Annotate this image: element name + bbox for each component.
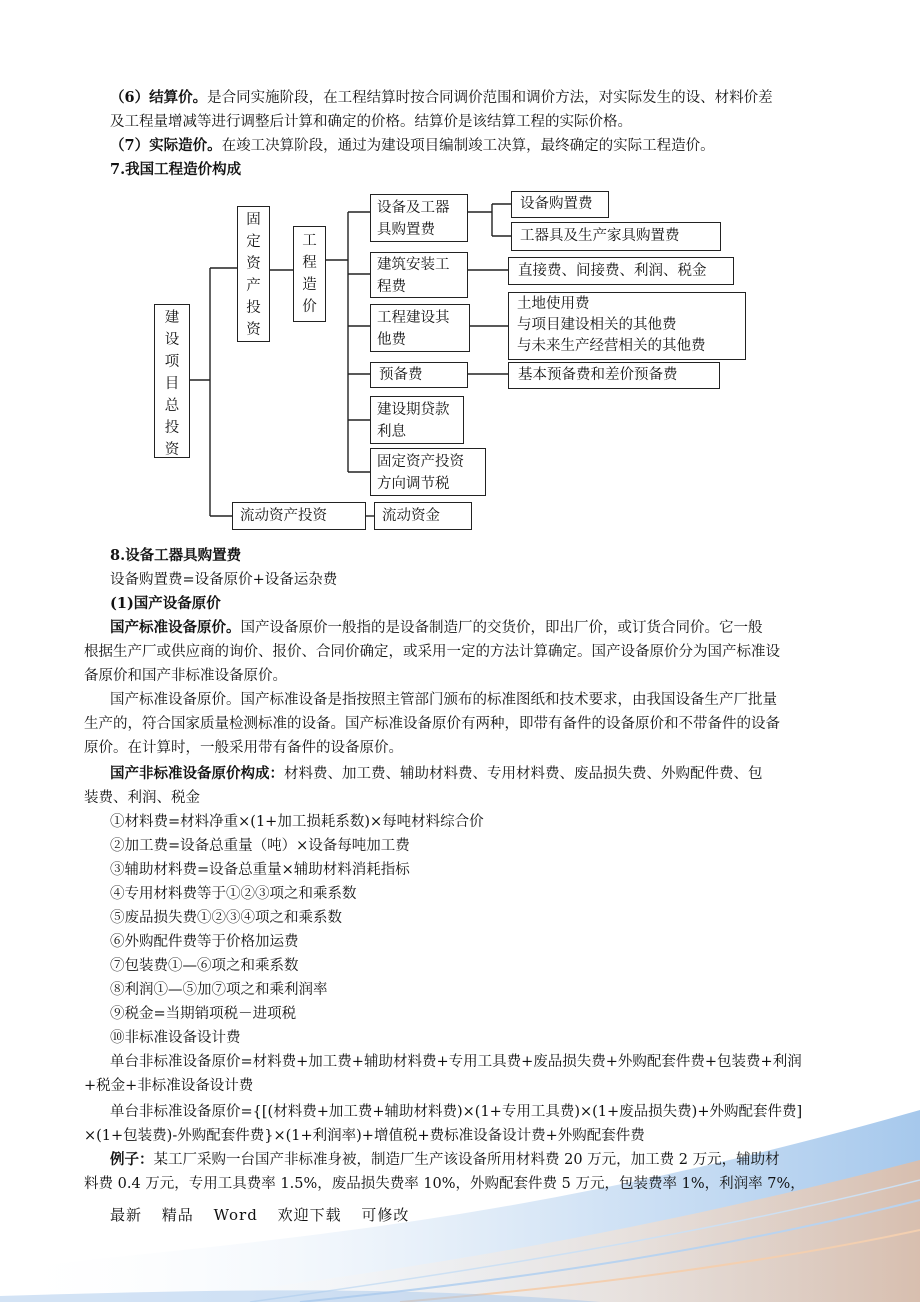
node-reserve-fee-text: 预备费 [379,367,423,383]
node-tools-furniture-fee-text: 工器具及生产家具购置费 [520,228,680,244]
heading-cost-composition: 7.我国工程造价构成 [110,161,242,178]
node-total-investment-char: 项 [164,354,180,370]
example-label: 例子： [110,1151,154,1168]
node-engineering-cost [293,226,326,322]
node-other-fees-line: 他费 [377,332,406,348]
node-total-investment-char: 资 [164,442,180,458]
paragraph-example [110,1148,780,1172]
node-fixed-asset-char: 定 [246,234,261,250]
node-total-investment-char: 总 [164,398,180,414]
standard-equipment-text-c: 原价。在计算时，一般采用带有备件的设备原价。 [84,740,403,756]
page-footer [110,1204,423,1225]
list-item-design-fee: ⑩非标准设备设计费 [110,1030,241,1046]
node-other-fees-detail [508,292,746,360]
equipment-purchase-formula: 设备购置费=设备原价+设备运杂费 [110,572,338,588]
node-total-investment-char: 投 [164,420,180,436]
example-text-b: 料费 0.4 万元，专用工具费率 1.5%，废品损失费率 10%，外购配套件费 5 万元，包装费率 1%，利润率 7%， [84,1176,805,1192]
node-total-investment-char: 设 [164,332,180,348]
formula-single-unit-detailed-a: 单台非标准设备原价={[(材料费+加工费+辅助材料费)×(1+专用工具费)×(1+废品损失费)+外购配套件费] [110,1104,803,1120]
node-installation-detail-text: 直接费、间接费、利润、税金 [518,263,707,279]
actual-cost-label: （7）实际造价。 [110,137,222,154]
node-loan-interest [370,396,464,444]
standard-equipment-text-a: 国产标准设备原价。国产标准设备是指按照主管部门颁布的标准图纸和技术要求，由我国设备生产厂批量 [110,692,777,708]
settlement-price-label: （6）结算价。 [110,89,208,106]
node-engineering-cost-char: 程 [302,255,317,271]
node-other-fees-line: 工程建设其 [377,310,450,326]
node-installation-fee [370,252,468,298]
node-current-asset-investment-text: 流动资产投资 [240,508,327,524]
node-engineering-cost-char: 造 [302,277,317,293]
list-item-processing: ②加工费=设备总重量（吨）×设备每吨加工费 [110,838,410,854]
node-loan-interest-line: 利息 [377,424,406,440]
node-fixed-asset-char: 资 [246,322,261,338]
node-loan-interest-line: 建设期贷款 [377,402,450,418]
list-item-auxiliary: ③辅助材料费=设备总重量×辅助材料消耗指标 [110,862,410,878]
nonstandard-composition-text-a: 材料费、加工费、辅助材料费、专用材料费、废品损失费、外购配件费、包 [284,766,763,782]
node-working-capital-text: 流动资金 [382,508,440,524]
paragraph-nonstandard-composition [110,762,763,786]
node-equipment-purchase-line: 具购置费 [377,222,435,238]
node-equipment-purchase-fee [511,191,609,218]
standard-price-text-c: 备原价和国产非标准设备原价。 [84,668,287,684]
node-engineering-cost-char: 工 [302,233,317,249]
node-fixed-asset-char: 产 [246,278,261,294]
list-item-profit: ⑧利润①—⑤加⑦项之和乘利润率 [110,982,328,998]
node-fixed-asset-char: 资 [246,256,261,272]
node-fixed-asset-char: 投 [246,300,261,316]
node-investment-tax [370,448,486,496]
actual-cost-text: 在竣工决算阶段，通过为建设项目编制竣工决算，最终确定的实际工程造价。 [221,138,715,154]
list-item-packaging: ⑦包装费①—⑥项之和乘系数 [110,958,299,974]
node-other-fees-detail-line: 与项目建设相关的其他费 [517,317,677,333]
standard-equipment-text-b: 生产的，符合国家质量检测标准的设备。国产标准设备原价有两种，即带有备件的设备原价和不带备件的设备 [84,716,780,732]
formula-single-unit-detailed-b: ×(1+包装费)-外购配套件费}×(1+利润率)+增值税+费标准设备设计费+外购配套件费 [84,1128,645,1144]
footer-word: 最新 [110,1206,143,1224]
node-other-fees-detail-line: 土地使用费 [517,296,590,312]
node-equipment-purchase-line: 设备及工器 [377,200,450,216]
standard-price-text-b: 根据生产厂或供应商的询价、报价、合同价确定，或采用一定的方法计算确定。国产设备原价分为国产标准设 [84,644,780,660]
nonstandard-composition-text-b: 装费、利润、税金 [84,790,200,806]
list-item-material: ①材料费=材料净重×(1+加工损耗系数)×每吨材料综合价 [110,814,484,830]
node-reserve-detail-text: 基本预备费和差价预备费 [518,367,678,383]
footer-word: 欢迎下载 [277,1206,342,1224]
standard-price-text-a: 国产设备原价一般指的是设备制造厂的交货价，即出厂价，或订货合同价。它一般 [240,620,763,636]
node-equipment-purchase-fee-text: 设备购置费 [520,196,593,212]
formula-single-unit-b: +税金+非标准设备设计费 [84,1078,254,1094]
example-text-a: 某工厂采购一台国产非标准身被，制造厂生产该设备所用材料费 20 万元，加工费 2 万元，辅助材 [153,1152,780,1168]
paragraph-standard-price [110,616,763,640]
node-fixed-asset-investment [237,206,270,342]
node-installation-detail [508,257,734,285]
footer-word: 可修改 [361,1206,410,1224]
node-current-asset-investment [232,502,366,530]
footer-word: 精品 [161,1206,194,1224]
heading-equipment-purchase: 8.设备工器具购置费 [110,547,242,564]
node-reserve-detail [508,362,720,389]
node-installation-fee-line: 建筑安装工 [377,257,450,273]
list-item-waste-loss: ⑤废品损失费①②③④项之和乘系数 [110,910,342,926]
paragraph-settlement-price [110,86,773,110]
node-reserve-fee [370,362,468,388]
subheading-domestic-equipment: (1)国产设备原价 [110,595,221,612]
settlement-price-text-b: 及工程量增减等进行调整后计算和确定的价格。结算价是该结算工程的实际价格。 [110,114,632,130]
node-fixed-asset-char: 固 [246,212,261,228]
node-total-investment-char: 目 [164,376,180,392]
node-investment-tax-line: 固定资产投资 [377,454,464,470]
node-tools-furniture-fee [511,222,721,251]
footer-word: Word [213,1206,258,1224]
node-total-investment [154,304,190,458]
formula-single-unit-a: 单台非标准设备原价=材料费+加工费+辅助材料费+专用工具费+废品损失费+外购配套件费+包装费+利润 [110,1054,802,1070]
node-working-capital [374,502,472,530]
node-engineering-cost-char: 价 [302,299,317,315]
settlement-price-text-a: 是合同实施阶段，在工程结算时按合同调价范围和调价方法，对实际发生的设、材料价差 [207,90,773,106]
paragraph-actual-cost [110,134,715,158]
list-item-purchased-parts: ⑥外购配件费等于价格加运费 [110,934,299,950]
node-investment-tax-line: 方向调节税 [377,476,450,492]
node-other-fees [370,304,470,352]
list-item-special-material: ④专用材料费等于①②③项之和乘系数 [110,886,357,902]
nonstandard-composition-label: 国产非标准设备原价构成： [110,765,284,782]
list-item-tax: ⑨税金=当期销项税－进项税 [110,1006,297,1022]
node-total-investment-char: 建 [164,310,180,326]
node-equipment-purchase [370,194,468,242]
standard-price-label: 国产标准设备原价。 [110,619,241,636]
node-other-fees-detail-line: 与未来生产经营相关的其他费 [517,338,706,354]
node-installation-fee-line: 程费 [377,279,406,295]
